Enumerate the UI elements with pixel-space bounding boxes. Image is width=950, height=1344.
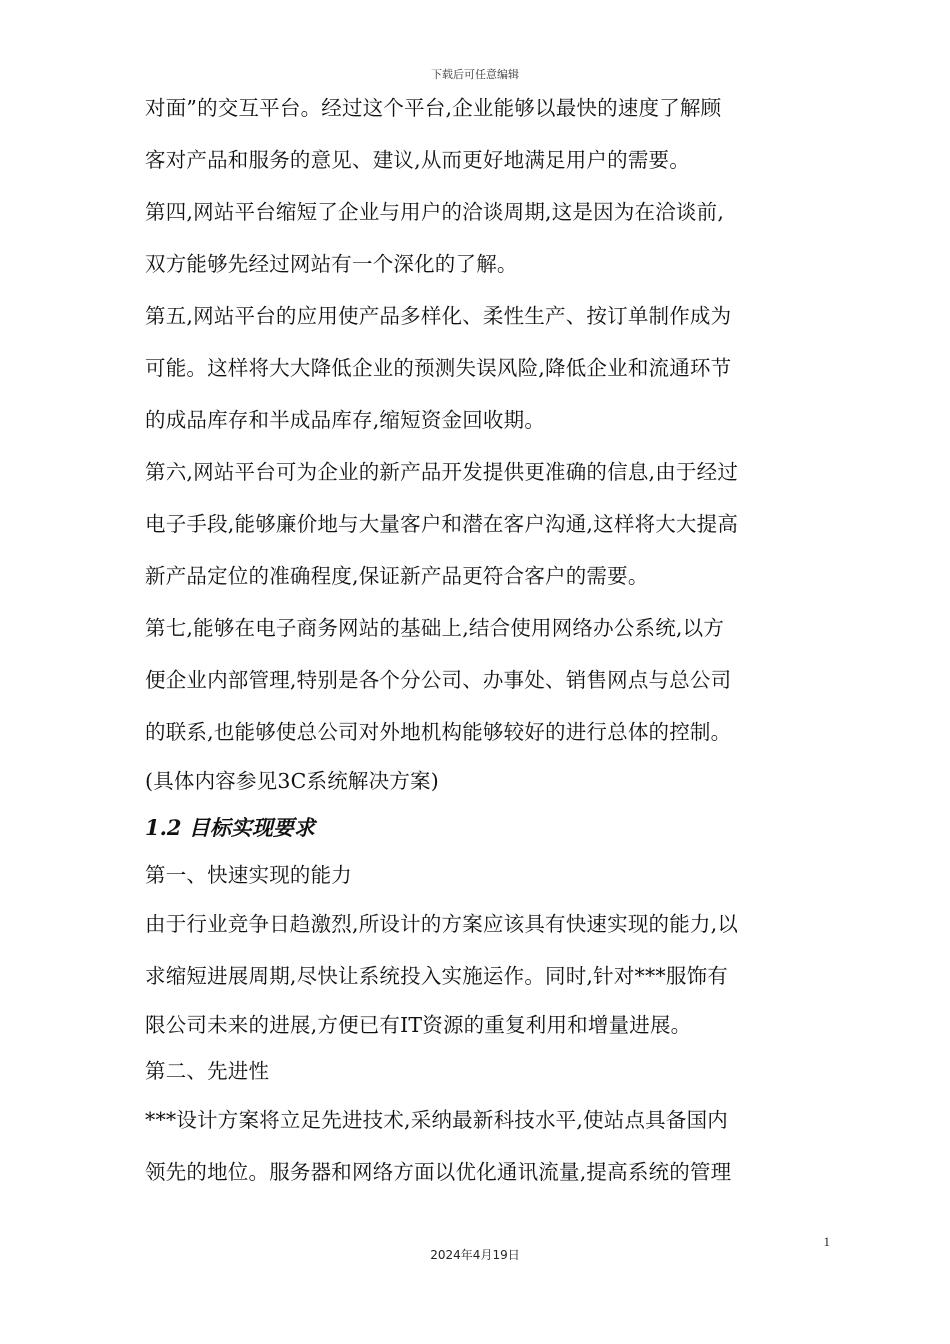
paragraph-line: 可能。这样将大大降低企业的预测失误风险,降低企业和流通环节 xyxy=(145,356,732,380)
paragraph-line: 限公司未来的进展,方便已有IT资源的重复利用和增量进展。 xyxy=(145,1013,692,1037)
paragraph-line: 的成品库存和半成品库存,缩短资金回收期。 xyxy=(145,408,546,432)
paragraph-line: 的联系,也能够使总公司对外地机构能够较好的进行总体的控制。 xyxy=(145,720,732,744)
paragraph-line: 由于行业竞争日趋激烈,所设计的方案应该具有快速实现的能力,以 xyxy=(145,912,739,936)
section-heading: 1.2 目标实现要求 xyxy=(145,815,315,840)
paragraph-line: 第六,网站平台可为企业的新产品开发提供更准确的信息,由于经过 xyxy=(145,460,739,484)
subsection-title: 第二、先进性 xyxy=(145,1059,270,1083)
paragraph-line: 双方能够先经过网站有一个深化的了解。 xyxy=(145,252,518,276)
paragraph-line: ***设计方案将立足先进技术,采纳最新科技水平,使站点具备国内 xyxy=(145,1108,728,1132)
paragraph-line: 对面”的交互平台。经过这个平台,企业能够以最快的速度了解顾 xyxy=(145,96,722,120)
paragraph-line: 求缩短进展周期,尽快让系统投入实施运作。同时,针对***服饰有 xyxy=(145,964,728,988)
paragraph-line: 新产品定位的准确程度,保证新产品更符合客户的需要。 xyxy=(145,564,649,588)
subsection-title: 第一、快速实现的能力 xyxy=(145,863,352,887)
paragraph-line: 客对产品和服务的意见、建议,从而更好地满足用户的需要。 xyxy=(145,148,690,172)
page-number: 1 xyxy=(823,1234,830,1249)
paragraph-line: 第五,网站平台的应用使产品多样化、柔性生产、按订单制作成为 xyxy=(145,304,732,328)
document-body xyxy=(145,82,825,1198)
paragraph-line: 领先的地位。服务器和网络方面以优化通讯流量,提高系统的管理 xyxy=(145,1160,732,1184)
header-note: 下载后可任意编辑 xyxy=(431,68,519,81)
paragraph-line: 第四,网站平台缩短了企业与用户的洽谈周期,这是因为在洽谈前, xyxy=(145,200,725,224)
paragraph-line: (具体内容参见3C系统解决方案) xyxy=(145,769,439,793)
paragraph-line: 第七,能够在电子商务网站的基础上,结合使用网络办公系统,以方 xyxy=(145,616,725,640)
paragraph-line: 便企业内部管理,特别是各个分公司、办事处、销售网点与总公司 xyxy=(145,668,732,692)
paragraph-line: 电子手段,能够廉价地与大量客户和潜在客户沟通,这样将大大提高 xyxy=(145,512,739,536)
footer-date: 2024年4月19日 xyxy=(430,1248,520,1262)
